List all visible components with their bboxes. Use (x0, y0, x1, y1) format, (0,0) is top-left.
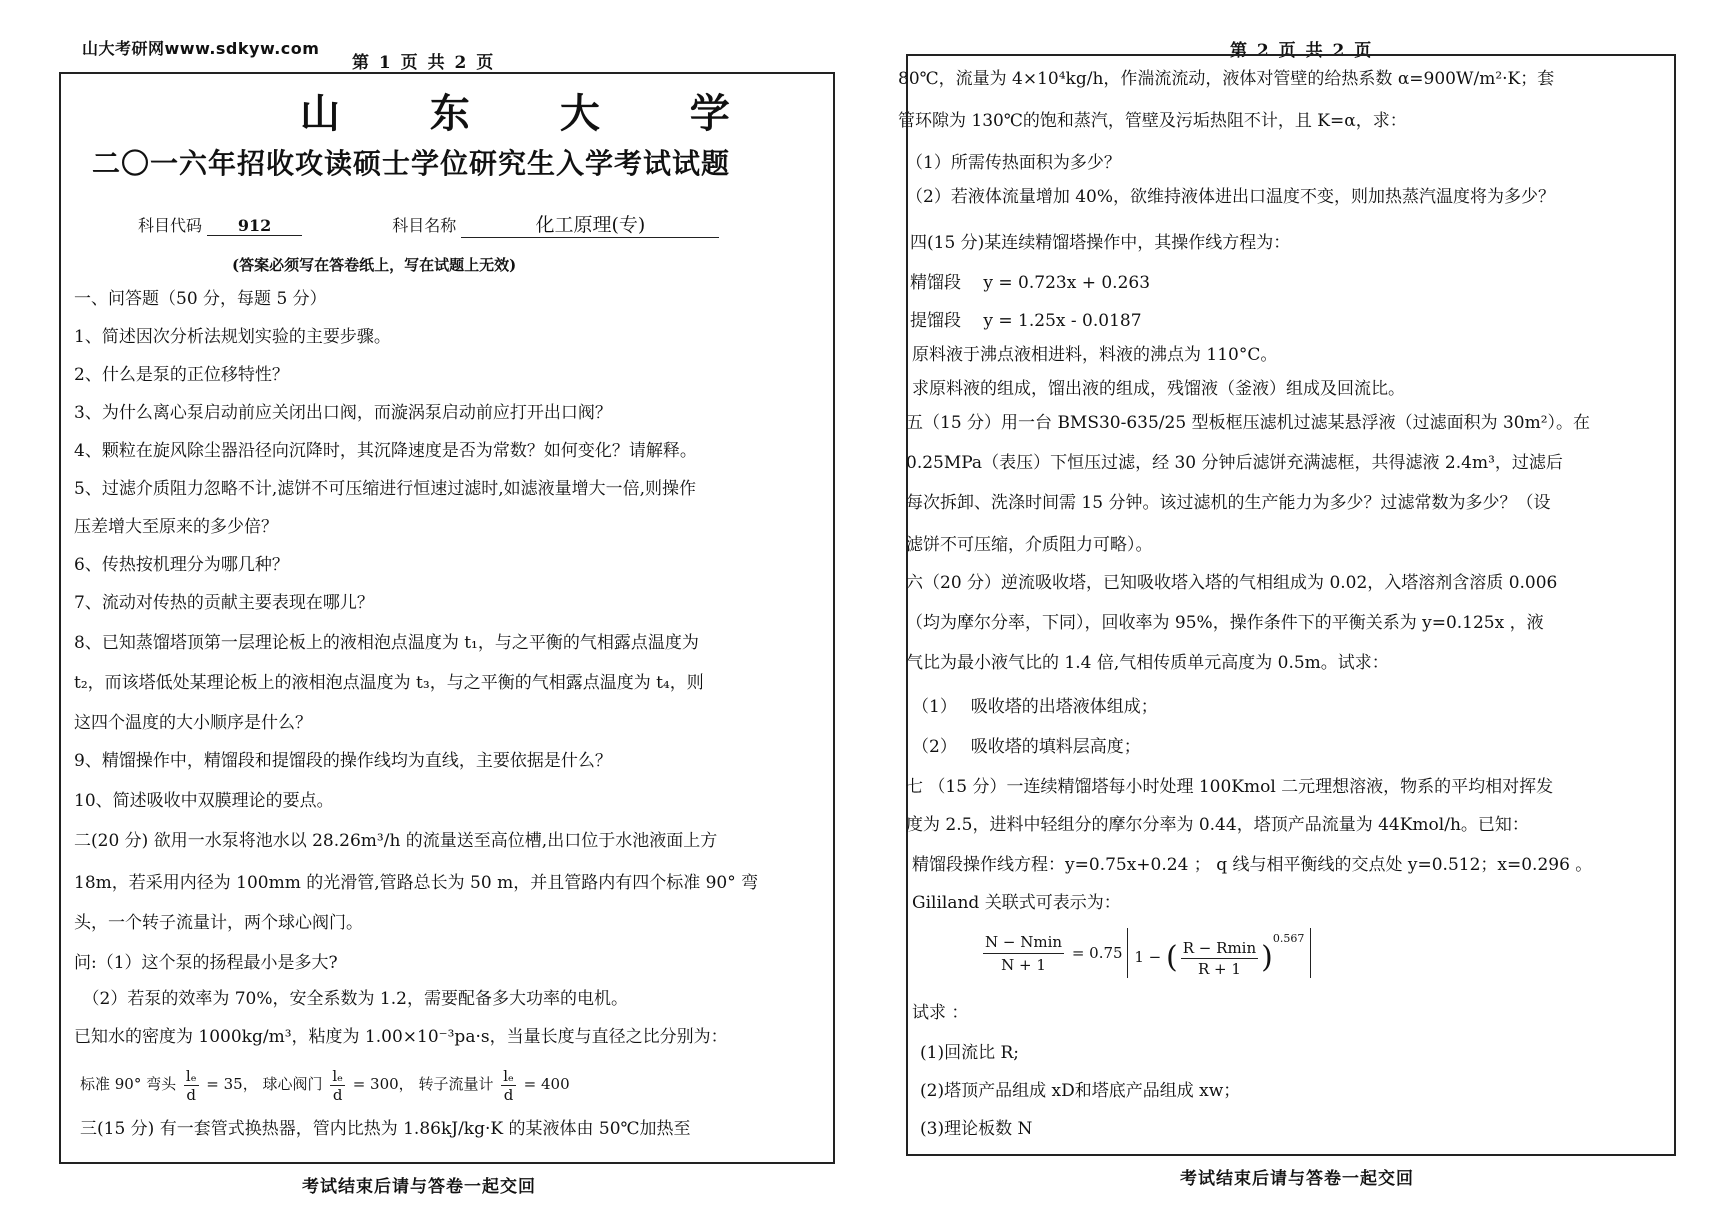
problem-line: Gililand 关联式可表示为： (912, 893, 1121, 913)
problem-line: 四(15 分)某连续精馏塔操作中，其操作线方程为： (910, 233, 1291, 253)
problem-line: 0.25MPa（表压）下恒压过滤，经 30 分钟后滤饼充满滤框，共得滤液 2.4m³，过滤后 (906, 453, 1563, 473)
page1-footer: 考试结束后请与答卷一起交回 (302, 1177, 536, 1197)
problem-line: （2） 吸收塔的填料层高度； (912, 737, 1141, 757)
question-line: (3)理论板数 N (920, 1119, 1033, 1139)
question-line: 3、为什么离心泵启动前应关闭出口阀，而漩涡泵启动前应打开出口阀？ (74, 403, 612, 423)
problem-line: 管环隙为 130℃的饱和蒸汽，管壁及污垢热阻不计，且 K=α，求： (898, 111, 1407, 131)
problem-line: 原料液于沸点液相进料，料液的沸点为 110°C。 (912, 345, 1278, 365)
problem-line: 80℃，流量为 4×10⁴kg/h，作湍流流动，液体对管壁的给热系数 α=900W/m²·K；套 (898, 69, 1555, 89)
problem-line: 头，一个转子流量计，两个球心阀门。 (74, 913, 363, 933)
problem-line: （1） 吸收塔的出塔液体组成； (912, 697, 1158, 717)
ratio-elbow-value: = 35， (206, 1075, 258, 1093)
problem-line: 五（15 分）用一台 BMS30-635/25 型板框压滤机过滤某悬浮液（过滤面积为 30m²）。在 (906, 413, 1591, 433)
section-one-heading: 一、问答题（50 分，每题 5 分） (74, 289, 327, 309)
formula-eq: = 0.75 (1071, 944, 1123, 962)
question-line: 10、简述吸收中双膜理论的要点。 (74, 791, 334, 811)
formula-inner-fraction: $\frac{R - Rmin}{R + 1}$ (1182, 938, 1257, 978)
problem-line: 七 （15 分）一连续精馏塔每小时处理 100Kmol 二元理想溶液，物系的平均相对挥发 (906, 777, 1554, 797)
question-line: 试求 ： (912, 1003, 969, 1023)
question-line: 4、颗粒在旋风除尘器沿径向沉降时，其沉降速度是否为常数？如何变化？请解释。 (74, 441, 697, 461)
exam-title: 二〇一六年招收攻读硕士学位研究生入学考试试题 (92, 147, 731, 180)
question-line: 6、传热按机理分为哪几种？ (74, 555, 289, 575)
ratio-fraction: $\frac{\text{lₑ}}{d}$ (503, 1066, 514, 1104)
problem-line: （2）若泵的效率为 70%，安全系数为 1.2，需要配备多大功率的电机。 (74, 989, 628, 1009)
question-line: 7、流动对传热的贡献主要表现在哪儿？ (74, 593, 374, 613)
problem-line: 问:（1）这个泵的扬程最小是多大? (74, 953, 338, 973)
question-line: 2、什么是泵的正位移特性？ (74, 365, 289, 385)
ratio-fraction: $\frac{\text{lₑ}}{d}$ (185, 1066, 197, 1104)
exam-notice: (答案必须写在答卷纸上，写在试题上无效) (232, 256, 517, 274)
ratio-elbow-label: 标准 90° 弯头 (80, 1075, 177, 1093)
formula-bracket: 1 − ( $\frac{R - Rmin}{R + 1}$ )$^{0.567}$ (1127, 928, 1311, 978)
ratio-fraction: $\frac{\text{lₑ}}{d}$ (332, 1066, 343, 1104)
question-line: 8、已知蒸馏塔顶第一层理论板上的液相泡点温度为 t₁，与之平衡的气相露点温度为 (74, 633, 699, 653)
subject-name-label: 科目名称 (392, 216, 457, 235)
question-line: 9、精馏操作中，精馏段和提馏段的操作线均为直线，主要依据是什么？ (74, 751, 612, 771)
problem-line: 气比为最小液气比的 1.4 倍,气相传质单元高度为 0.5m。试求： (906, 653, 1389, 673)
ratio-meter-label: 转子流量计 (418, 1075, 494, 1093)
ratio-meter-value: = 400 (523, 1075, 570, 1093)
problem-line: 二(20 分) 欲用一水泵将池水以 28.26m³/h 的流量送至高位槽,出口位于水池液面上方 (74, 831, 718, 851)
problem-line: （均为摩尔分率，下同），回收率为 95%，操作条件下的平衡关系为 y=0.125x ，液 (906, 613, 1544, 633)
page2-frame (906, 54, 1676, 1156)
equation-line: 精馏段 y = 0.723x + 0.263 (910, 273, 1151, 293)
problem-line: 每次拆卸、洗涤时间需 15 分钟。该过滤机的生产能力为多少？过滤常数为多少？（设 (906, 493, 1551, 513)
ratio-valve-label: 球心阀门 (262, 1075, 323, 1093)
problem-line: 六（20 分）逆流吸收塔，已知吸收塔入塔的气相组成为 0.02，入塔溶剂含溶质 0.006 (906, 573, 1558, 593)
problem-line: 三(15 分) 有一套管式换热器，管内比热为 1.86kJ/kg·K 的某液体由 50℃加热至 (80, 1119, 691, 1139)
question-line: 这四个温度的大小顺序是什么？ (74, 713, 312, 733)
page2-footer: 考试结束后请与答卷一起交回 (1180, 1169, 1414, 1189)
formula-lhs-fraction: $\frac{N - Nmin}{N + 1}$ (985, 932, 1063, 974)
question-line: t₂，而该塔低处某理论板上的液相泡点温度为 t₃，与之平衡的气相露点温度为 t₄，则 (74, 673, 704, 693)
question-line: (2)塔顶产品组成 xD和塔底产品组成 xw； (920, 1081, 1241, 1101)
page2-number: 第 2 页 共 2 页 (1230, 41, 1374, 61)
school-name: 山 东 大 学 (300, 90, 768, 137)
ratio-line (80, 1062, 570, 1106)
problem-line: （1）所需传热面积为多少？ (906, 153, 1121, 173)
question-line: 压差增大至原来的多少倍？ (74, 517, 278, 537)
ratio-valve-value: = 300， (352, 1075, 414, 1093)
problem-line: （2）若液体流量增加 40%，欲维持液体进出口温度不变，则加热蒸汽温度将为多少？ (906, 187, 1556, 207)
subject-row (138, 210, 719, 238)
question-line: 5、过滤介质阻力忽略不计,滤饼不可压缩进行恒速过滤时,如滤液量增大一倍,则操作 (74, 479, 697, 499)
question-line: (1)回流比 R; (920, 1043, 1020, 1063)
problem-line: 18m，若采用内径为 100mm 的光滑管,管路总长为 50 m，并且管路内有四个标准 90° 弯 (74, 873, 759, 893)
subject-code-label: 科目代码 (138, 216, 203, 235)
question-line: 1、简述因次分析法规划实验的主要步骤。 (74, 327, 391, 347)
problem-line: 已知水的密度为 1000kg/m³，粘度为 1.00×10⁻³pa·s，当量长度与直径之比分别为： (74, 1027, 728, 1047)
gililand-formula (980, 928, 1311, 978)
site-watermark: 山大考研网www.sdkyw.com (82, 39, 320, 58)
problem-line: 度为 2.5，进料中轻组分的摩尔分率为 0.44，塔顶产品流量为 44Kmol/h。已知： (906, 815, 1529, 835)
page1-number: 第 1 页 共 2 页 (352, 53, 496, 73)
problem-line: 滤饼不可压缩，介质阻力可略）。 (906, 535, 1153, 555)
problem-line: 精馏段操作线方程：y=0.75x+0.24 ； q 线与相平衡线的交点处 y=0.512；x=0.296 。 (912, 855, 1593, 875)
formula-exponent: 0.567 (1272, 932, 1305, 945)
formula-one-minus: 1 − (1134, 948, 1162, 966)
subject-code: 912 (207, 216, 302, 236)
subject-name: 化工原理(专) (461, 210, 719, 238)
problem-line: 求原料液的组成，馏出液的组成，残馏液（釜液）组成及回流比。 (912, 379, 1405, 399)
equation-line: 提馏段 y = 1.25x - 0.0187 (910, 311, 1142, 331)
